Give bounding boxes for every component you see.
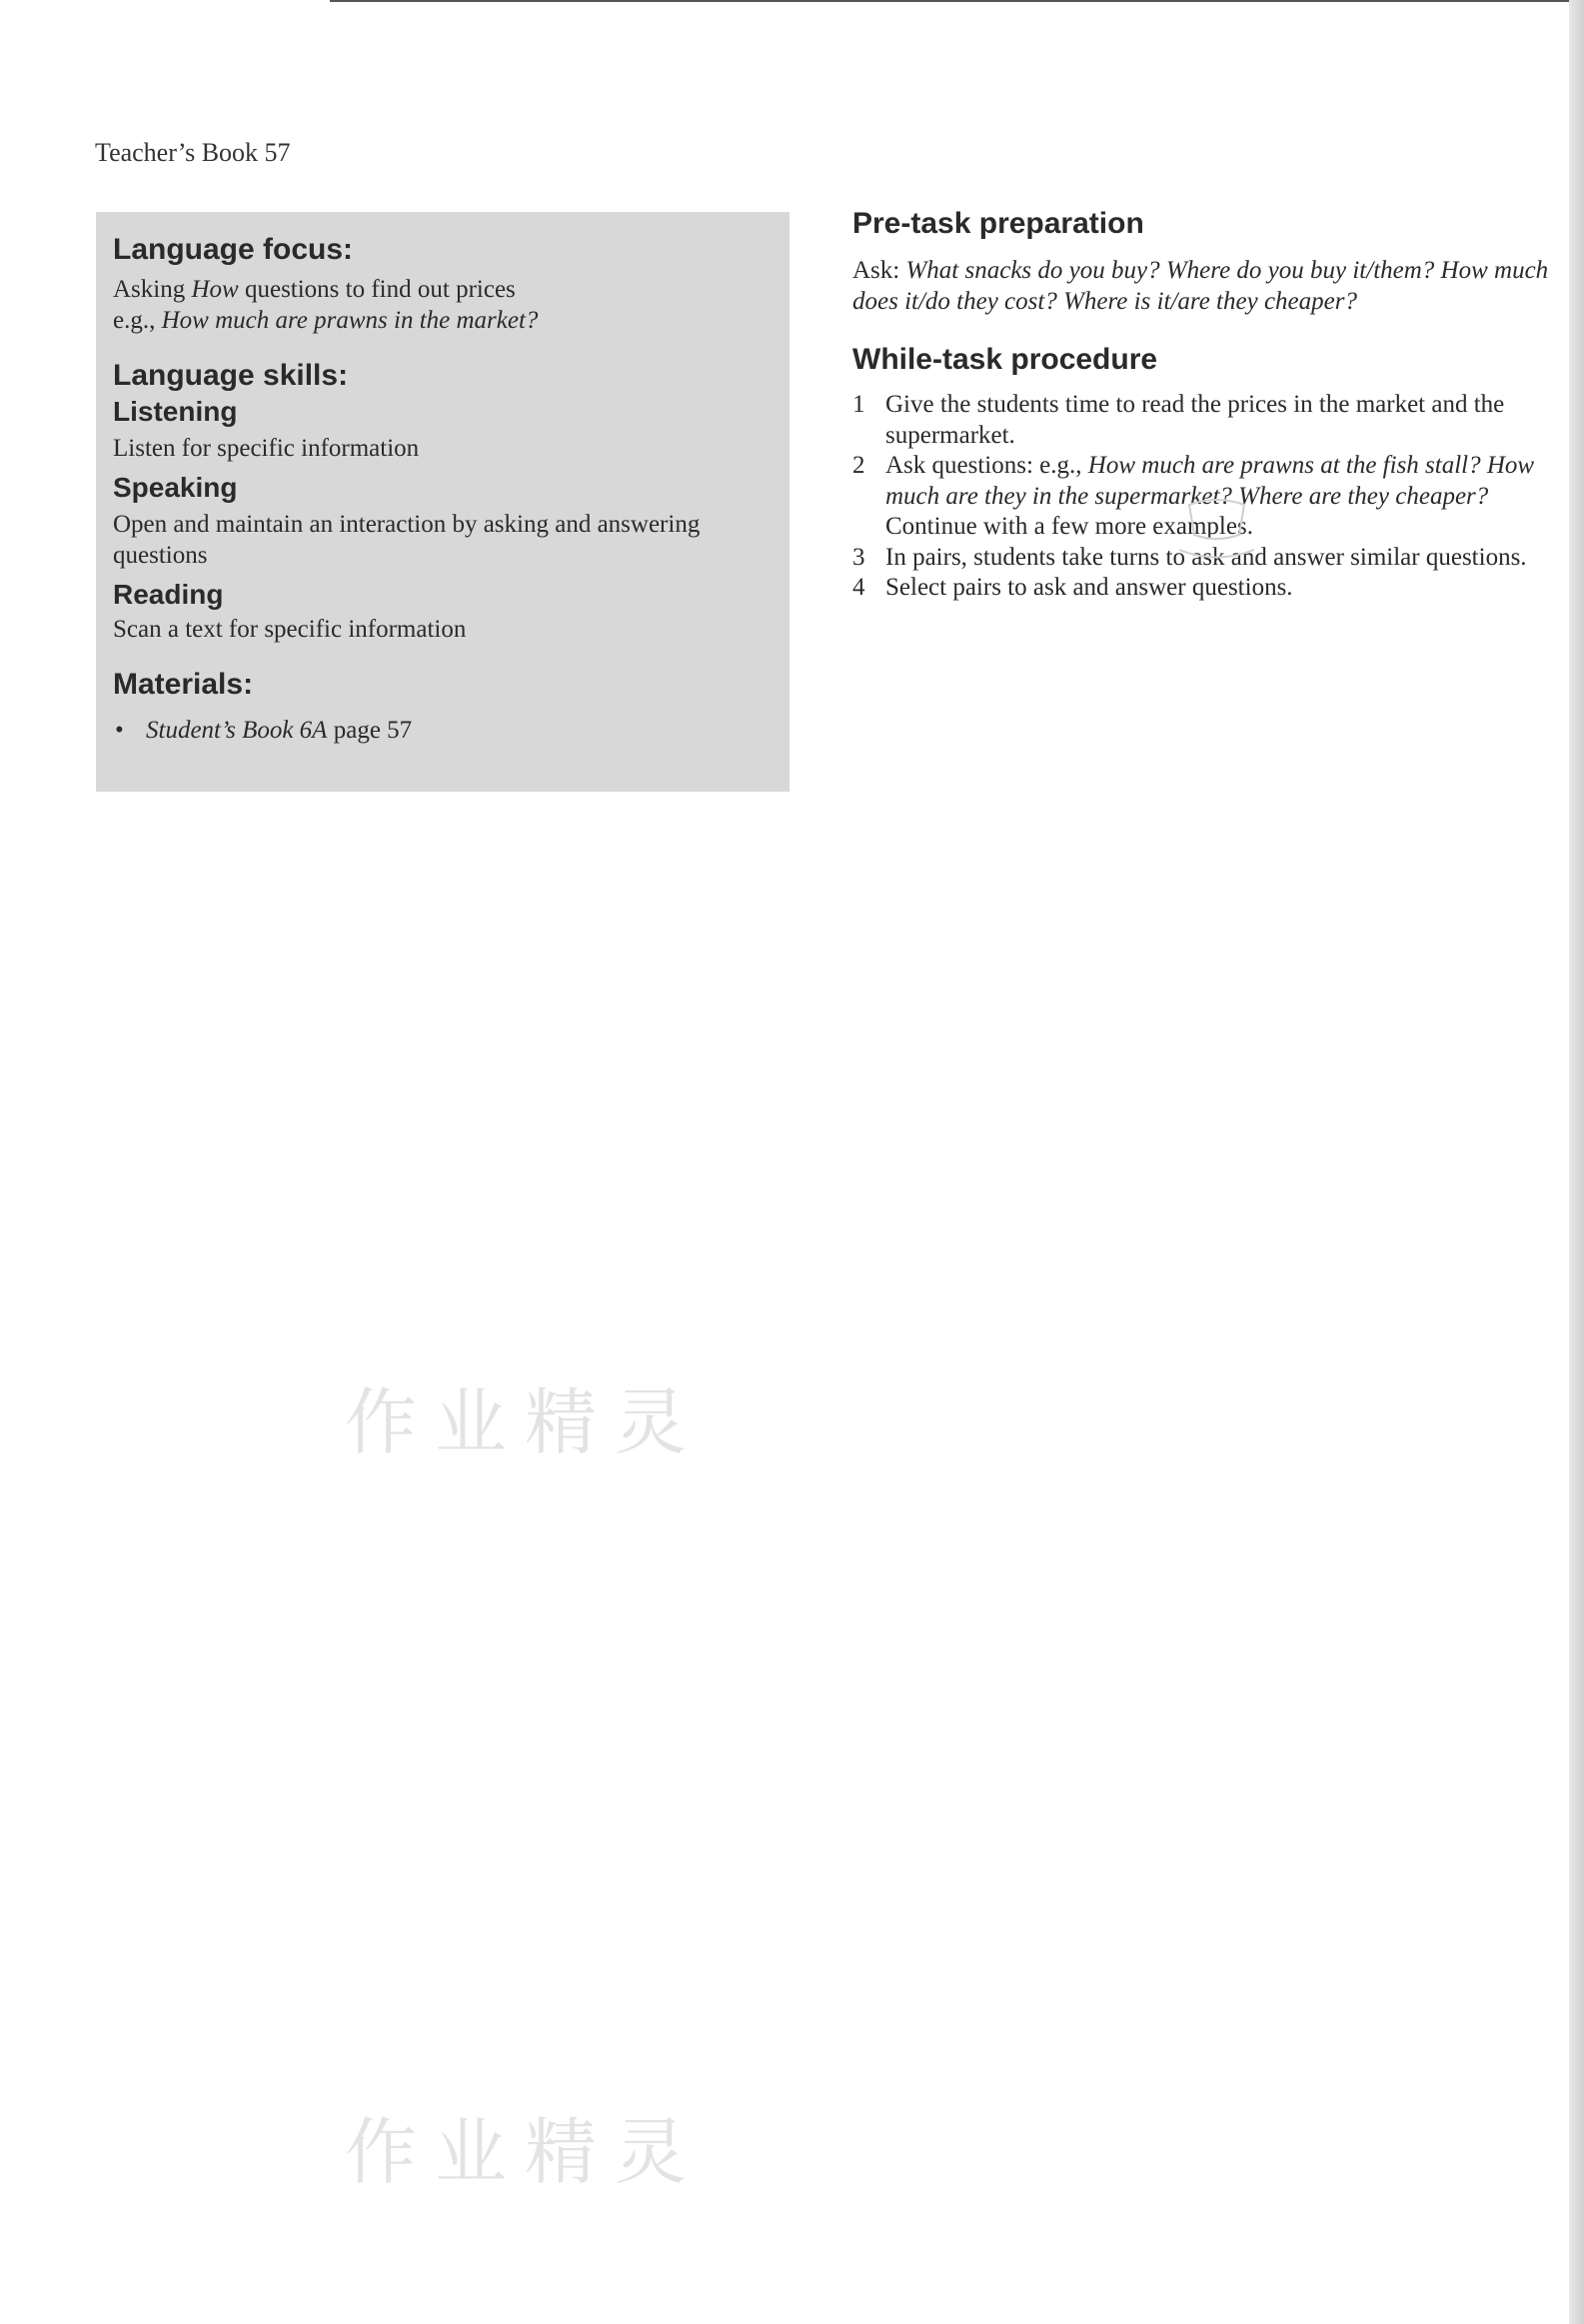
materials-item: • Student’s Book 6A page 57 xyxy=(115,717,413,744)
reading-heading: Reading xyxy=(113,579,224,610)
watermark-text: 作业精灵 xyxy=(345,1380,706,1464)
language-focus-line2: e.g., How much are prawns in the market? xyxy=(113,307,539,334)
reading-text: Scan a text for specific information xyxy=(113,616,467,643)
page-right-edge xyxy=(1569,0,1584,2324)
page-top-edge xyxy=(330,0,1569,2)
stamp-watermark-icon xyxy=(1169,495,1264,565)
pre-task-heading: Pre-task preparation xyxy=(852,207,1144,240)
watermark-text: 作业精灵 xyxy=(345,2110,706,2194)
speaking-heading: Speaking xyxy=(113,472,238,503)
step-item: 2 Ask questions: e.g., How much are prawns at the fish stall? How much are they in the supermarket? Where are they cheaper? Continue with a few more examples. xyxy=(852,452,1535,540)
while-task-heading: While-task procedure xyxy=(852,342,1158,376)
page-header: Teacher’s Book 57 xyxy=(95,138,291,167)
listening-heading: Listening xyxy=(113,396,238,427)
step-item: 1 Give the students time to read the prices in the market and the supermarket. xyxy=(852,391,1505,449)
materials-list xyxy=(113,715,772,746)
language-skills-heading: Language skills: xyxy=(113,359,349,392)
bullet-icon: • xyxy=(115,717,124,744)
listening-text: Listen for specific information xyxy=(113,435,420,462)
info-box xyxy=(96,212,790,792)
speaking-text: Open and maintain an interaction by asking and answering questions xyxy=(113,511,701,569)
language-focus-line1: Asking How questions to find out prices xyxy=(113,276,516,303)
language-focus-heading: Language focus: xyxy=(113,233,354,266)
step-item: 3 In pairs, students take turns to ask and answer similar questions. xyxy=(852,543,1527,571)
materials-heading: Materials: xyxy=(113,668,254,701)
pre-task-text: Ask: What snacks do you buy? Where do you buy it/them? How much does it/do they cost? Where is it/are they cheaper? xyxy=(852,256,1549,315)
step-item: 4 Select pairs to ask and answer questions. xyxy=(852,574,1293,601)
